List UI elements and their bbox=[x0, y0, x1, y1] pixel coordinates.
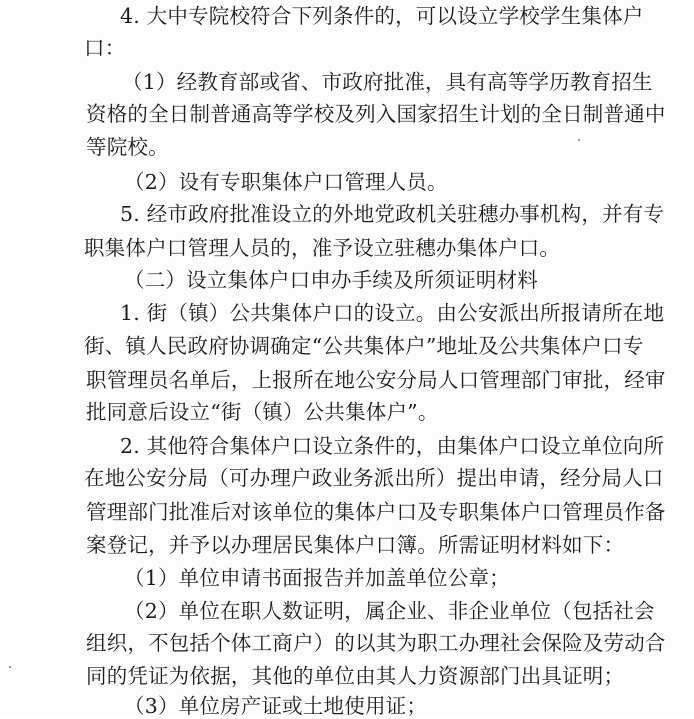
text-line: 资格的全日制普通高等学校及列入国家招生计划的全日制普通中 bbox=[86, 102, 666, 126]
text-line: （2）设有专职集体户口管理人员。 bbox=[124, 170, 448, 194]
text-line: （3）单位房产证或土地使用证； bbox=[124, 694, 428, 718]
text-line: 同的凭证为依据，其他的单位由其人力资源部门出具证明； bbox=[86, 664, 625, 688]
text-line: （1）单位申请书面报告并加盖单位公章； bbox=[124, 566, 510, 590]
scan-speck bbox=[9, 666, 11, 668]
text-line: 案登记，并予以办理居民集体户口簿。所需证明材料如下： bbox=[86, 533, 625, 557]
text-line: 5. 经市政府批准设立的外地党政机关驻穗办事机构，并有专 bbox=[120, 202, 665, 226]
text-line: （2）单位在职人数证明，属企业、非企业单位（包括社会 bbox=[124, 599, 655, 623]
text-line: 组织，不包括个体工商户）的以其为职工办理社会保险及劳动合 bbox=[86, 631, 666, 655]
scan-speck bbox=[578, 139, 580, 141]
text-line: （1）经教育部或省、市政府批准，具有高等学历教育招生 bbox=[122, 70, 653, 94]
text-line: 街、镇人民政府协调确定“公共集体户”地址及公共集体户口专 bbox=[84, 334, 644, 358]
text-line: 职管理员名单后，上报所在地公安分局人口管理部门审批，经审 bbox=[86, 368, 666, 392]
text-line: 口： bbox=[84, 36, 126, 60]
text-line: 职集体户口管理人员的，准予设立驻穗办集体户口。 bbox=[84, 236, 561, 260]
text-line: 批同意后设立“街（镇）公共集体户”。 bbox=[86, 400, 439, 424]
text-line: 在地公安分局（可办理户政业务派出所）提出申请，经分局人口 bbox=[84, 466, 664, 490]
text-line: 2. 其他符合集体户口设立条件的，由集体户口设立单位向所 bbox=[120, 434, 665, 458]
text-line: 1. 街（镇）公共集体户口的设立。由公安派出所报请所在地 bbox=[120, 301, 665, 325]
section-heading: （二）设立集体户口申办手续及所须证明材料 bbox=[124, 268, 538, 292]
text-line: 4. 大中专院校符合下列条件的，可以设立学校学生集体户 bbox=[120, 4, 644, 28]
text-line: 管理部门批准后对该单位的集体户口及专职集体户口管理员作备 bbox=[86, 500, 666, 524]
text-line: 等院校。 bbox=[86, 135, 169, 159]
